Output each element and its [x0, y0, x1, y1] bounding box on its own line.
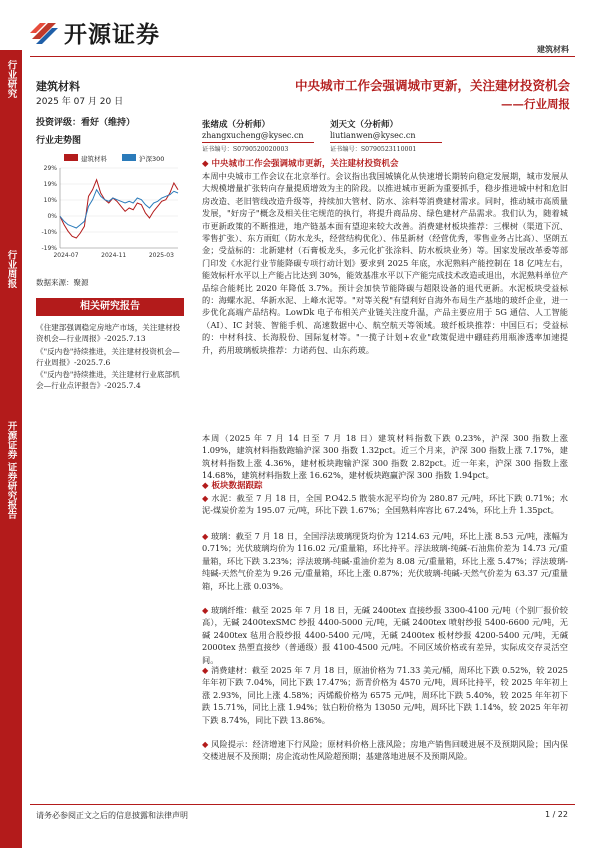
diamond-icon: ◆: [202, 481, 212, 491]
item-glass: [202, 530, 568, 592]
sidebar-mid: [0, 240, 22, 430]
analyst-2-email[interactable]: liutianwen@kysec.cn: [330, 131, 416, 140]
report-title: 中央城市工作会强调城市更新，关注建材投资机会: [294, 78, 570, 93]
sidebar: [0, 50, 22, 842]
section-2-title-text: 板块数据跟踪: [211, 481, 263, 491]
page-number: 1 / 22: [544, 810, 568, 819]
item-cement: [202, 492, 568, 517]
chart-source: 数据来源：聚源: [36, 278, 89, 287]
item-fiberglass-text: 玻璃纤维：截至 2025 年 7 月 18 日，无碱 2400tex 直接纱报 3300-4100 元/吨（个别厂报价较高），无碱 2400texSMC 纱报 4400-5000 元/吨，无碱 2400tex 喷射纱报 5400-6600 元/吨，无碱 2400tex 毡用合股纱报 4400-5400 元/吨，无碱 2400tex 板材纱报 4200-5400 元/吨，无碱 2000tex 热塑直接纱（普通级）报 4100-4500 元/吨。不同区域价格或有差异，实际成交存灵活空间。: [202, 605, 568, 665]
related-item[interactable]: 《"反内卷"持续推进，关注建材行业底部机会—行业点评报告》-2025.7.4: [36, 370, 180, 391]
diamond-icon: ◆: [202, 159, 212, 169]
legend-label: 沪深300: [139, 155, 165, 163]
analyst-1-name: 张绪成（分析师）: [202, 120, 271, 130]
brand-mark-icon: [30, 17, 60, 47]
trend-chart: [34, 150, 182, 280]
analyst-1-email[interactable]: zhangxucheng@kysec.cn: [202, 131, 304, 140]
sidebar-mid-label: 行业周报: [5, 250, 17, 288]
related-item[interactable]: 《住建部强调稳定房地产市场，关注建材投资机会—行业周报》-2025.7.13: [36, 323, 181, 344]
y-tick-label: 10%: [43, 197, 57, 204]
sidebar-top-label: 行业研究: [5, 60, 17, 98]
related-list: [36, 322, 186, 392]
report-subtitle: ——行业周报: [501, 97, 570, 111]
legend-swatch: [122, 154, 136, 161]
y-tick-label: 19%: [43, 181, 57, 188]
y-tick-label: -19%: [41, 245, 57, 252]
trend-title: 行业走势图: [36, 136, 82, 146]
section-1-title-text: 中央城市工作会强调城市更新，关注建材投资机会: [211, 159, 399, 169]
related-title: 相关研究报告: [36, 298, 184, 316]
section-1-performance: 本周（2025 年 7 月 14 日至 7 月 18 日）建筑材料指数下跌 0.23%，沪深 300 指数上涨 1.09%，建筑材料指数跑输沪深 300 指数 1.32pct。近三个月来，沪深 300 指数上涨 7.17%，建筑材料指数上涨 4.36%，建材板块跑输沪深 300 指数 2.82pct。近一年来，沪深 300 指数上涨 14.68%，建筑材料指数上涨 16.62%，建材板块跑赢沪深 300 指数 1.94pct。: [202, 433, 568, 481]
x-tick-label: 2025-03: [148, 252, 174, 259]
series-line: [60, 180, 178, 238]
analyst-2-name: 刘天文（分析师）: [330, 120, 399, 130]
analyst-1-underline: [202, 142, 314, 143]
item-cement-text: 水泥：截至 7 月 18 日，全国 P.O42.5 散装水泥平均价为 280.87 元/吨，环比下跌 0.71%；水泥-煤炭价差为 195.07 元/吨，环比下跌 1.67%；全国熟料库容比 67.24%，环比上升 1.35pct。: [202, 493, 568, 516]
x-tick-label: 2024-11: [101, 252, 127, 259]
sidebar-top: [0, 50, 22, 245]
y-tick-label: 0%: [47, 213, 57, 220]
related-item[interactable]: 《"反内卷"持续推进，关注建材投资机会—行业周报》-2025.7.6: [36, 346, 180, 367]
bullet-icon: ◆: [202, 531, 211, 541]
legend-label: 建筑材料: [81, 155, 107, 163]
footer-divider: [30, 804, 575, 805]
bullet-icon: ◆: [202, 665, 211, 675]
y-tick-label: -10%: [41, 229, 57, 236]
logo: [30, 14, 160, 50]
header-category: 建筑材料: [537, 45, 569, 54]
analyst-2-underline: [330, 142, 442, 143]
analyst-1-cert: 证书编号：S0790520020003: [202, 146, 289, 153]
sidebar-bottom-label: 开源证券 证券研究报告: [5, 421, 17, 520]
item-glass-text: 玻璃：截至 7 月 18 日，全国浮法玻璃现货均价为 1214.63 元/吨，环比上涨 8.53 元/吨，涨幅为 0.71%；光伏玻璃均价为 116.02 元/重量箱，环比持平。浮法玻璃-纯碱-石油焦价差为 14.73 元/重量箱，环比下跌 3.23%；浮法玻璃-纯碱-重油价差为 8.08 元/重量箱，环比上涨 5.47%；浮法玻璃-纯碱-天然气价差为 9.26 元/重量箱，环比上涨 0.87%；光伏玻璃-纯碱-天然气价差为 63.37 元/重量箱，环比上涨 0.03%。: [202, 531, 568, 591]
bullet-icon: ◆: [202, 739, 212, 749]
report-date: 2025 年 07 月 20 日: [36, 97, 124, 107]
industry-name: 建筑材料: [36, 80, 80, 93]
section-1-body: 本周中央城市工作会议在北京举行。会议指出我国城镇化从快速增长期转向稳定发展期，城市发展从大规模增量扩张转向存量提质增效为主的阶段。以推进城市更新为重要抓手，稳步推进城中村和危旧房改造、老旧管线改造升级等，持续加大管材、防水、涂料等消费建材需求。同时，推动城市高质量发展，"好房子"概念及相关住宅规范的执行，将提升商品房、绿色建材产品需求。我们认为，随着城市更新政策的不断推进，地产链基本面有望迎来较大改善。消费建材板块推荐：三棵树（渠道下沉、零售扩张）、东方雨虹（防水龙头，经营结构优化）、伟星新材（经营优秀，零售业务占比高）、坚朗五金；受益标的：北新建材（石膏板龙头，多元化扩张涂料、防水板块业务）等。国家发展改革委等部门印发《水泥行业节能降碳专项行动计划》要求到 2025 年底，水泥熟料产能控制在 18 亿吨左右，能效标杆水平以上产能占比达到 30%，能效基准水平以下产能完成技术改造或退出，水泥熟料单位产品综合能耗比 2020 年降低 3.7%。预计会加快节能降碳与超限设备的退代更新。水泥板块受益标的：海螺水泥、华新水泥、上峰水泥等。"对等关税"有望利好自海外布局生产基地的玻纤企业，进一步优化高端产品结构。LowDk 电子布相关产业链关注度升温，产品主要应用于 5G 通信、人工智能（AI）、IC 封装、智能手机、高速数据中心、航空航天等领域。玻纤板块推荐：中国巨石；受益标的：中材科技、长海股份、国际复材等。"一揽子计划+农业"政策促进中硼硅药用瓶渗透率加速提升，药用玻璃板块推荐：力诺药包、山东药玻。: [202, 171, 568, 355]
x-tick-label: 2024-07: [53, 252, 79, 259]
bullet-icon: ◆: [202, 493, 212, 503]
risk-warning-text: 风险提示：经济增速下行风险；原材料价格上涨风险；房地产销售回暖进展不及预期风险；国内保交楼进展不及预期；房企流动性风险超预期；基建落地进展不及预期风险。: [202, 739, 568, 762]
risk-warning: [202, 738, 568, 763]
item-consumer-materials-text: 消费建材：截至 2025 年 7 月 18 日，原油价格为 71.33 美元/桶，周环比下跌 0.52%，较 2025 年年初下跌 7.04%，同比下跌 17.47%；沥青价格为 4570 元/吨，周环比持平，较 2025 年年初上涨 2.93%，同比上涨 4.58%；丙烯酸价格为 6575 元/吨，周环比下跌 5.40%，较 2025 年年初下跌 15.71%，同比上涨 1.94%；钛白粉价格为 13050 元/吨，周环比下跌 1.14%，较 2025 年年初下跌 8.74%，同比下跌 13.86%。: [202, 665, 568, 725]
analyst-2-cert: 证书编号：S0790523110001: [330, 146, 417, 153]
sidebar-bottom: [0, 415, 22, 848]
series-line: [60, 190, 178, 228]
section-2-title: [202, 479, 263, 491]
investment-rating: 投资评级：看好（维持）: [36, 118, 136, 128]
y-tick-label: 29%: [43, 165, 57, 172]
header-divider: [30, 56, 575, 57]
item-consumer-materials: [202, 664, 568, 726]
footer-disclaimer: 请务必参阅正文之后的信息披露和法律声明: [36, 811, 188, 820]
logo-text: 开源证券: [64, 21, 160, 48]
bullet-icon: ◆: [202, 605, 211, 615]
section-1-title: [202, 157, 399, 169]
legend-swatch: [64, 154, 78, 161]
item-fiberglass: [202, 604, 568, 666]
